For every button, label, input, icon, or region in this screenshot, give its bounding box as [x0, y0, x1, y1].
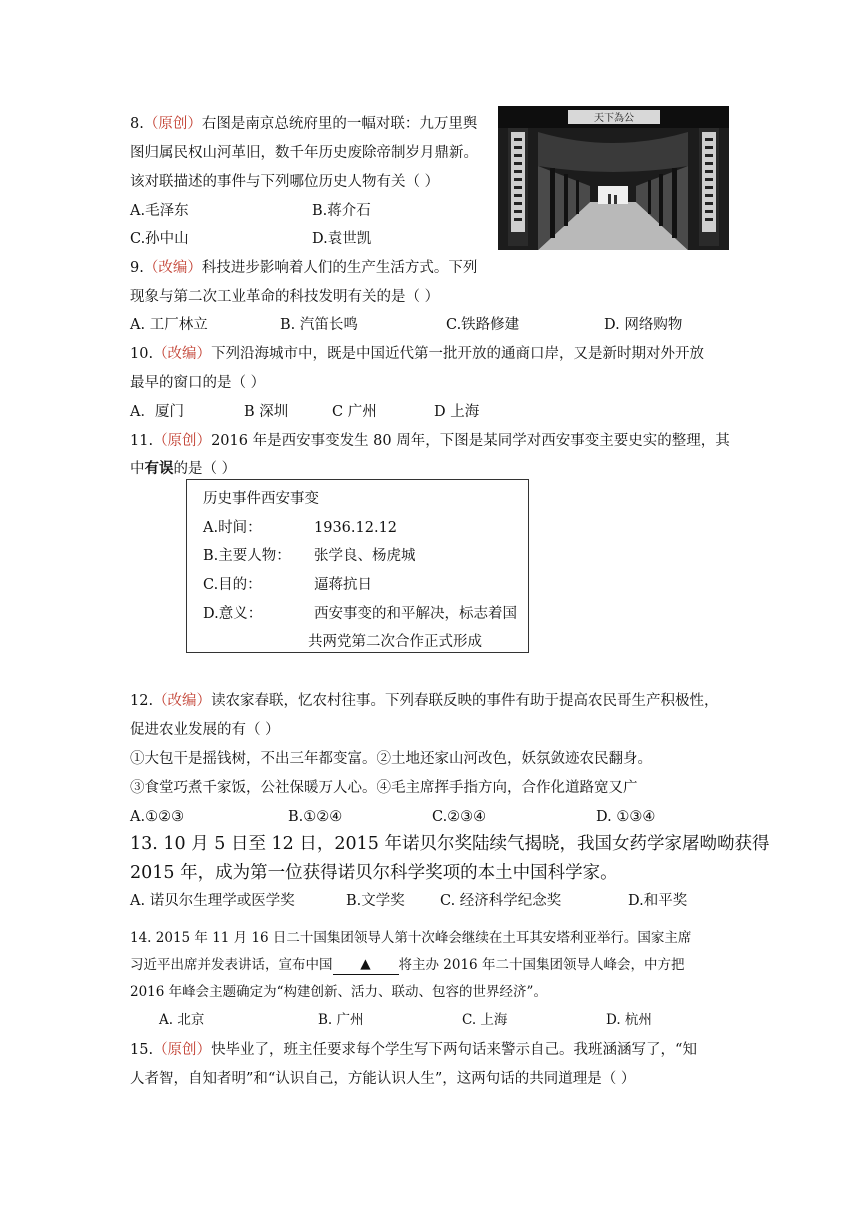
- q13-option-a: A. 诺贝尔生理学或医学奖: [130, 893, 295, 909]
- q15-tag: （原创）: [153, 1042, 212, 1058]
- q13-option-d: D.和平奖: [628, 893, 688, 909]
- table-row-d-label: D.意义：: [203, 606, 263, 622]
- q14-option-a: A. 北京: [159, 1012, 205, 1028]
- q11-text-pre: 中: [130, 461, 145, 477]
- q11-text: 2016 年是西安事变发生 80 周年，下图是某同学对西安事变主要史实的整理，其: [211, 433, 730, 449]
- q12-line1: [130, 691, 719, 711]
- q10-option-a: A．厦门: [130, 404, 184, 420]
- q13-option-c: C. 经济科学纪念奖: [440, 893, 562, 909]
- q9-option-d: D. 网络购物: [604, 317, 683, 333]
- table-row-a-value: 1936.12.12: [314, 520, 398, 536]
- q12-option-c: C.②③④: [432, 809, 487, 825]
- q8-option-c: C.孙中山: [130, 231, 189, 247]
- q8-number: 8.: [130, 116, 144, 132]
- q9-option-c: C.铁路修建: [446, 317, 520, 333]
- q8-option-b: B.蒋介石: [312, 203, 371, 219]
- xian-incident-table: [186, 479, 529, 653]
- q11-text-post: 的是（ ）: [173, 461, 237, 477]
- q11-line1: [130, 431, 730, 451]
- table-row-c-label: C.目的：: [203, 577, 262, 593]
- q10-number: 10.: [130, 346, 154, 362]
- q12-option-a: A.①②③: [130, 809, 185, 825]
- answer-blank: ▲: [333, 954, 399, 975]
- q11-line2: [130, 459, 236, 479]
- q9-option-b: B. 汽笛长鸣: [280, 317, 358, 333]
- q13-option-b: B.文学奖: [346, 893, 405, 909]
- table-row-a-label: A.时间：: [203, 520, 262, 536]
- q14-text-post: 将主办 2016 年二十国集团领导人峰会，中方把: [398, 957, 685, 973]
- q14-text-pre: 习近平出席并发表讲话，宣布中国: [130, 957, 333, 973]
- q12-option-d: D. ①③④: [596, 809, 656, 825]
- q12-number: 12.: [130, 693, 154, 709]
- table-row-b-value: 张学良、杨虎城: [314, 548, 416, 564]
- q10-tag: （改编）: [153, 346, 212, 362]
- q9-number: 9.: [130, 260, 144, 276]
- q10-option-d: D 上海: [434, 404, 480, 420]
- q10-line1: [130, 344, 704, 364]
- q15-line2: 人者智，自知者明”和“认识自己，方能认识人生”，这两句话的共同道理是（ ）: [130, 1071, 636, 1087]
- q11-tag: （原创）: [153, 433, 212, 449]
- q8-line1: [130, 114, 477, 134]
- q13-line2: 2015 年，成为第一位获得诺贝尔科学奖项的本土中国科学家。: [130, 863, 618, 883]
- q9-line1: [130, 258, 477, 278]
- plaque-text: 天下為公: [594, 113, 634, 124]
- table-title: 历史事件西安事变: [203, 491, 319, 507]
- q8-text: 右图是南京总统府里的一幅对联：九万里舆: [201, 116, 478, 132]
- q10-option-b: B 深圳: [244, 404, 289, 420]
- table-row-b-label: B.主要人物：: [203, 548, 291, 564]
- q14-line1: 14. 2015 年 11 月 16 日二十国集团领导人第十次峰会继续在土耳其安塔利亚举行。国家主席: [130, 930, 692, 946]
- corridor-image: [498, 106, 729, 250]
- q14-option-b: B. 广州: [318, 1012, 364, 1028]
- q9-line2: 现象与第二次工业革命的科技发明有关的是（ ）: [130, 289, 440, 305]
- q10-text: 下列沿海城市中，既是中国近代第一批开放的通商口岸，又是新时期对外开放: [211, 346, 705, 362]
- q10-line2: 最早的窗口的是（ ）: [130, 375, 266, 391]
- q12-line2: 促进农业发展的有（ ）: [130, 722, 280, 738]
- q15-line1: [130, 1040, 697, 1060]
- table-row-d-continued: 共两党第二次合作正式形成: [308, 634, 482, 650]
- q15-number: 15.: [130, 1042, 154, 1058]
- q8-line3: 该对联描述的事件与下列哪位历史人物有关（ ）: [130, 174, 440, 190]
- q15-text: 快毕业了，班主任要求每个学生写下两句话来警示自己。我班涵涵写了，“知: [211, 1042, 697, 1058]
- q9-tag: （改编）: [143, 260, 202, 276]
- q12-line4: ③食堂巧煮千家饭，公社保暖万人心。④毛主席挥手指方向，合作化道路宽又广: [130, 780, 638, 796]
- q12-text: 读农家春联，忆农村往事。下列春联反映的事件有助于提高农民哥生产积极性，: [211, 693, 719, 709]
- q13-line1: 13. 10 月 5 日至 12 日，2015 年诺贝尔奖陆续气揭晓，我国女药学家屠呦呦获得: [130, 834, 770, 854]
- q14-line3: 2016 年峰会主题确定为“构建创新、活力、联动、包容的世界经济”。: [130, 984, 547, 1000]
- q14-line2: [130, 955, 684, 976]
- q11-number: 11.: [130, 433, 154, 449]
- q12-line3: ①大包干是摇钱树，不出三年都变富。②土地还家山河改色，妖氛敛迹农民翻身。: [130, 751, 652, 767]
- q12-tag: （改编）: [153, 693, 212, 709]
- q11-emphasis: 有误: [144, 460, 174, 477]
- q9-option-a: A. 工厂林立: [130, 317, 208, 333]
- q8-option-d: D.袁世凯: [312, 231, 372, 247]
- couplet-photo: [498, 106, 729, 250]
- q9-text: 科技进步影响着人们的生产生活方式。下列: [201, 260, 478, 276]
- q14-option-d: D. 杭州: [606, 1012, 652, 1028]
- q10-option-c: C 广州: [332, 404, 377, 420]
- table-row-d-value: 西安事变的和平解决，标志着国: [314, 606, 517, 622]
- q8-option-a: A.毛泽东: [130, 203, 189, 219]
- q14-option-c: C. 上海: [462, 1012, 508, 1028]
- q8-line2: 图归属民权山河革旧，数千年历史废除帝制岁月鼎新。: [130, 145, 478, 161]
- q12-option-b: B.①②④: [288, 809, 343, 825]
- table-row-c-value: 逼蒋抗日: [314, 577, 372, 593]
- q8-tag: （原创）: [143, 116, 202, 132]
